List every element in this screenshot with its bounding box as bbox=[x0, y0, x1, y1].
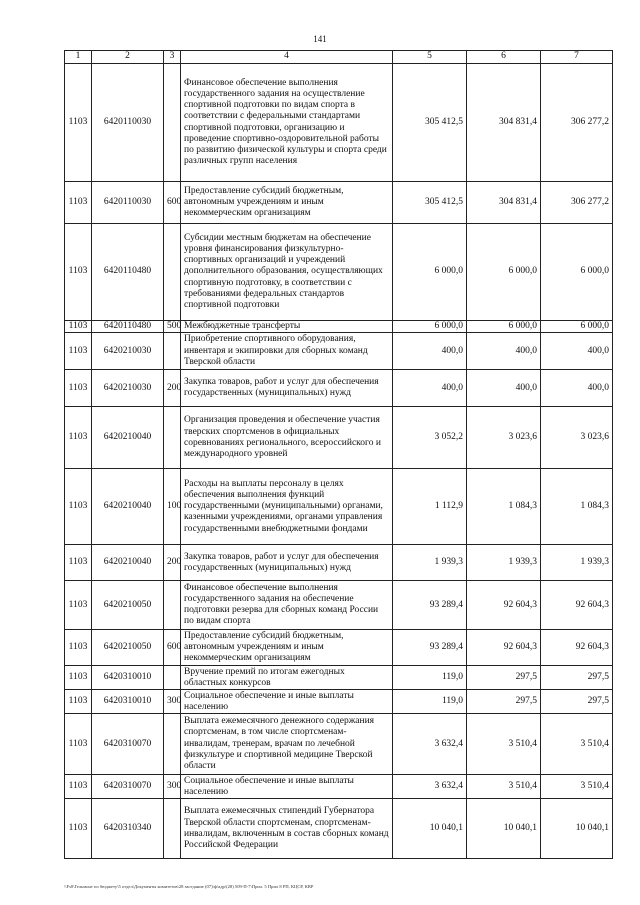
amount-year3-cell: 10 040,1 bbox=[541, 799, 613, 859]
item-name-cell: Закупка товаров, работ и услуг для обеспечения государственных (муниципальных) нужд bbox=[181, 545, 393, 581]
program-code-cell: 6420110480 bbox=[92, 321, 164, 333]
expense-type-cell: 500 bbox=[164, 321, 181, 333]
item-name-cell: Межбюджетные трансферты bbox=[181, 321, 393, 333]
amount-year2-cell: 92 604,3 bbox=[467, 581, 541, 630]
col-header-1: 1 bbox=[65, 51, 92, 64]
amount-year1-cell: 119,0 bbox=[393, 690, 467, 714]
amount-year3-cell: 92 604,3 bbox=[541, 630, 613, 666]
amount-year3-cell: 400,0 bbox=[541, 370, 613, 407]
amount-year2-cell: 400,0 bbox=[467, 333, 541, 370]
amount-year1-cell: 10 040,1 bbox=[393, 799, 467, 859]
expense-type-cell bbox=[164, 333, 181, 370]
section-code-cell: 1103 bbox=[65, 64, 92, 182]
item-name-cell: Финансовое обеспечение выполнения государственного задания на обеспечение подготовки резерва для сборных команд России по видам спорта bbox=[181, 581, 393, 630]
table-row bbox=[65, 545, 613, 581]
table-row bbox=[65, 630, 613, 666]
amount-year1-cell: 6 000,0 bbox=[393, 224, 467, 321]
section-code-cell: 1103 bbox=[65, 630, 92, 666]
section-code-cell: 1103 bbox=[65, 370, 92, 407]
section-code-cell: 1103 bbox=[65, 666, 92, 690]
amount-year1-cell: 3 632,4 bbox=[393, 714, 467, 775]
expense-type-cell bbox=[164, 799, 181, 859]
expense-type-cell: 200 bbox=[164, 545, 181, 581]
amount-year3-cell: 306 277,2 bbox=[541, 64, 613, 182]
expense-type-cell bbox=[164, 581, 181, 630]
amount-year3-cell: 297,5 bbox=[541, 666, 613, 690]
item-name-cell: Выплата ежемесячных стипендий Губернатора Тверской области спортсменам, спортсменам-инвалидам, включенным в состав сборных команд Российской Федерации bbox=[181, 799, 393, 859]
section-code-cell: 1103 bbox=[65, 469, 92, 545]
item-name-cell: Расходы на выплаты персоналу в целях обеспечения выполнения функций государственными (муниципальными) органами, казенными учреждениями, органами управления государственными внебюджетными фондами bbox=[181, 469, 393, 545]
table-row bbox=[65, 321, 613, 333]
table-row bbox=[65, 64, 613, 182]
col-header-2: 2 bbox=[92, 51, 164, 64]
amount-year1-cell: 305 412,5 bbox=[393, 64, 467, 182]
page-number: 141 bbox=[313, 34, 327, 44]
program-code-cell: 6420210030 bbox=[92, 370, 164, 407]
item-name-cell: Организация проведения и обеспечение участия тверских спортсменов в официальных соревнованиях регионального, всероссийского и международного уровней bbox=[181, 407, 393, 469]
table-row bbox=[65, 182, 613, 224]
amount-year2-cell: 297,5 bbox=[467, 690, 541, 714]
table-row bbox=[65, 775, 613, 799]
expense-type-cell: 200 bbox=[164, 370, 181, 407]
amount-year2-cell: 3 510,4 bbox=[467, 714, 541, 775]
expense-type-cell: 600 bbox=[164, 630, 181, 666]
section-code-cell: 1103 bbox=[65, 333, 92, 370]
amount-year2-cell: 304 831,4 bbox=[467, 182, 541, 224]
program-code-cell: 6420210030 bbox=[92, 333, 164, 370]
item-name-cell: Социальное обеспечение и иные выплаты населению bbox=[181, 690, 393, 714]
table-row bbox=[65, 690, 613, 714]
program-code-cell: 6420210050 bbox=[92, 630, 164, 666]
amount-year2-cell: 297,5 bbox=[467, 666, 541, 690]
section-code-cell: 1103 bbox=[65, 799, 92, 859]
item-name-cell: Предоставление субсидий бюджетным, автономным учреждениям и иным некоммерческим организациям bbox=[181, 182, 393, 224]
item-name-cell: Приобретение спортивного оборудования, инвентаря и экипировки для сборных команд Тверской области bbox=[181, 333, 393, 370]
amount-year1-cell: 1 939,3 bbox=[393, 545, 467, 581]
item-name-cell: Выплата ежемесячного денежного содержания спортсменам, в том числе спортсменам-инвалидам, тренерам, врачам по лечебной физкультуре и спортивной медицине Тверской области bbox=[181, 714, 393, 775]
section-code-cell: 1103 bbox=[65, 775, 92, 799]
section-code-cell: 1103 bbox=[65, 581, 92, 630]
amount-year3-cell: 1 939,3 bbox=[541, 545, 613, 581]
program-code-cell: 6420310010 bbox=[92, 666, 164, 690]
program-code-cell: 6420210040 bbox=[92, 407, 164, 469]
amount-year2-cell: 10 040,1 bbox=[467, 799, 541, 859]
program-code-cell: 6420110030 bbox=[92, 64, 164, 182]
amount-year1-cell: 305 412,5 bbox=[393, 182, 467, 224]
amount-year1-cell: 119,0 bbox=[393, 666, 467, 690]
section-code-cell: 1103 bbox=[65, 714, 92, 775]
expense-type-cell bbox=[164, 224, 181, 321]
col-header-6: 6 bbox=[467, 51, 541, 64]
header-row bbox=[65, 51, 613, 64]
table-row bbox=[65, 714, 613, 775]
expense-type-cell bbox=[164, 64, 181, 182]
col-header-4: 4 bbox=[181, 51, 393, 64]
table-row bbox=[65, 666, 613, 690]
table-row bbox=[65, 799, 613, 859]
table-row bbox=[65, 370, 613, 407]
program-code-cell: 6420310340 bbox=[92, 799, 164, 859]
section-code-cell: 1103 bbox=[65, 407, 92, 469]
amount-year1-cell: 6 000,0 bbox=[393, 321, 467, 333]
amount-year3-cell: 3 510,4 bbox=[541, 775, 613, 799]
expense-type-cell: 300 bbox=[164, 775, 181, 799]
item-name-cell: Вручение премий по итогам ежегодных областных конкурсов bbox=[181, 666, 393, 690]
amount-year3-cell: 297,5 bbox=[541, 690, 613, 714]
expense-type-cell: 100 bbox=[164, 469, 181, 545]
item-name-cell: Социальное обеспечение и иные выплаты населению bbox=[181, 775, 393, 799]
amount-year1-cell: 3 632,4 bbox=[393, 775, 467, 799]
amount-year3-cell: 6 000,0 bbox=[541, 224, 613, 321]
file-path-footer: \\Fs0\Гельмонт по бюджету\5 отдел\Документы комитетов\28 заседание (07)\ф\адр\(28) 509-П-7\Прил. 5 Прил 8 РП, КЦСР, КВР bbox=[64, 884, 314, 889]
amount-year3-cell: 1 084,3 bbox=[541, 469, 613, 545]
program-code-cell: 6420310070 bbox=[92, 714, 164, 775]
program-code-cell: 6420110480 bbox=[92, 224, 164, 321]
amount-year3-cell: 6 000,0 bbox=[541, 321, 613, 333]
item-name-cell: Закупка товаров, работ и услуг для обеспечения государственных (муниципальных) нужд bbox=[181, 370, 393, 407]
item-name-cell: Субсидии местным бюджетам на обеспечение уровня финансирования физкультурно-спортивных организаций и учреждений дополнительного образования, осуществляющих спортивную подготовку, в соответствии с требованиями федеральных стандартов спортивной подготовки bbox=[181, 224, 393, 321]
table-row bbox=[65, 407, 613, 469]
amount-year1-cell: 400,0 bbox=[393, 333, 467, 370]
amount-year2-cell: 6 000,0 bbox=[467, 224, 541, 321]
col-header-5: 5 bbox=[393, 51, 467, 64]
section-code-cell: 1103 bbox=[65, 224, 92, 321]
item-name-cell: Предоставление субсидий бюджетным, автономным учреждениям и иным некоммерческим организациям bbox=[181, 630, 393, 666]
table-row bbox=[65, 469, 613, 545]
expense-type-cell: 300 bbox=[164, 690, 181, 714]
amount-year1-cell: 93 289,4 bbox=[393, 581, 467, 630]
amount-year2-cell: 1 084,3 bbox=[467, 469, 541, 545]
section-code-cell: 1103 bbox=[65, 321, 92, 333]
expense-type-cell bbox=[164, 666, 181, 690]
amount-year2-cell: 304 831,4 bbox=[467, 64, 541, 182]
program-code-cell: 6420310070 bbox=[92, 775, 164, 799]
amount-year3-cell: 3 023,6 bbox=[541, 407, 613, 469]
expense-type-cell bbox=[164, 714, 181, 775]
amount-year3-cell: 306 277,2 bbox=[541, 182, 613, 224]
table-row bbox=[65, 333, 613, 370]
amount-year2-cell: 3 023,6 bbox=[467, 407, 541, 469]
col-header-3: 3 bbox=[164, 51, 181, 64]
table-row bbox=[65, 224, 613, 321]
amount-year3-cell: 92 604,3 bbox=[541, 581, 613, 630]
amount-year3-cell: 3 510,4 bbox=[541, 714, 613, 775]
amount-year1-cell: 3 052,2 bbox=[393, 407, 467, 469]
program-code-cell: 6420110030 bbox=[92, 182, 164, 224]
amount-year2-cell: 6 000,0 bbox=[467, 321, 541, 333]
budget-table bbox=[64, 50, 613, 859]
amount-year2-cell: 1 939,3 bbox=[467, 545, 541, 581]
amount-year2-cell: 92 604,3 bbox=[467, 630, 541, 666]
amount-year1-cell: 1 112,9 bbox=[393, 469, 467, 545]
expense-type-cell: 600 bbox=[164, 182, 181, 224]
amount-year1-cell: 400,0 bbox=[393, 370, 467, 407]
section-code-cell: 1103 bbox=[65, 690, 92, 714]
program-code-cell: 6420210040 bbox=[92, 469, 164, 545]
col-header-7: 7 bbox=[541, 51, 613, 64]
section-code-cell: 1103 bbox=[65, 545, 92, 581]
expense-type-cell bbox=[164, 407, 181, 469]
amount-year2-cell: 3 510,4 bbox=[467, 775, 541, 799]
program-code-cell: 6420210040 bbox=[92, 545, 164, 581]
amount-year2-cell: 400,0 bbox=[467, 370, 541, 407]
amount-year1-cell: 93 289,4 bbox=[393, 630, 467, 666]
program-code-cell: 6420310010 bbox=[92, 690, 164, 714]
program-code-cell: 6420210050 bbox=[92, 581, 164, 630]
item-name-cell: Финансовое обеспечение выполнения государственного задания на осуществление спортивной подготовки по видам спорта в соответствии с федеральными стандартами спортивной подготовки, организацию и проведение спортивно-оздоровительной работы по развитию физической культуры и спорта среди различных групп населения bbox=[181, 64, 393, 182]
amount-year3-cell: 400,0 bbox=[541, 333, 613, 370]
section-code-cell: 1103 bbox=[65, 182, 92, 224]
table-row bbox=[65, 581, 613, 630]
